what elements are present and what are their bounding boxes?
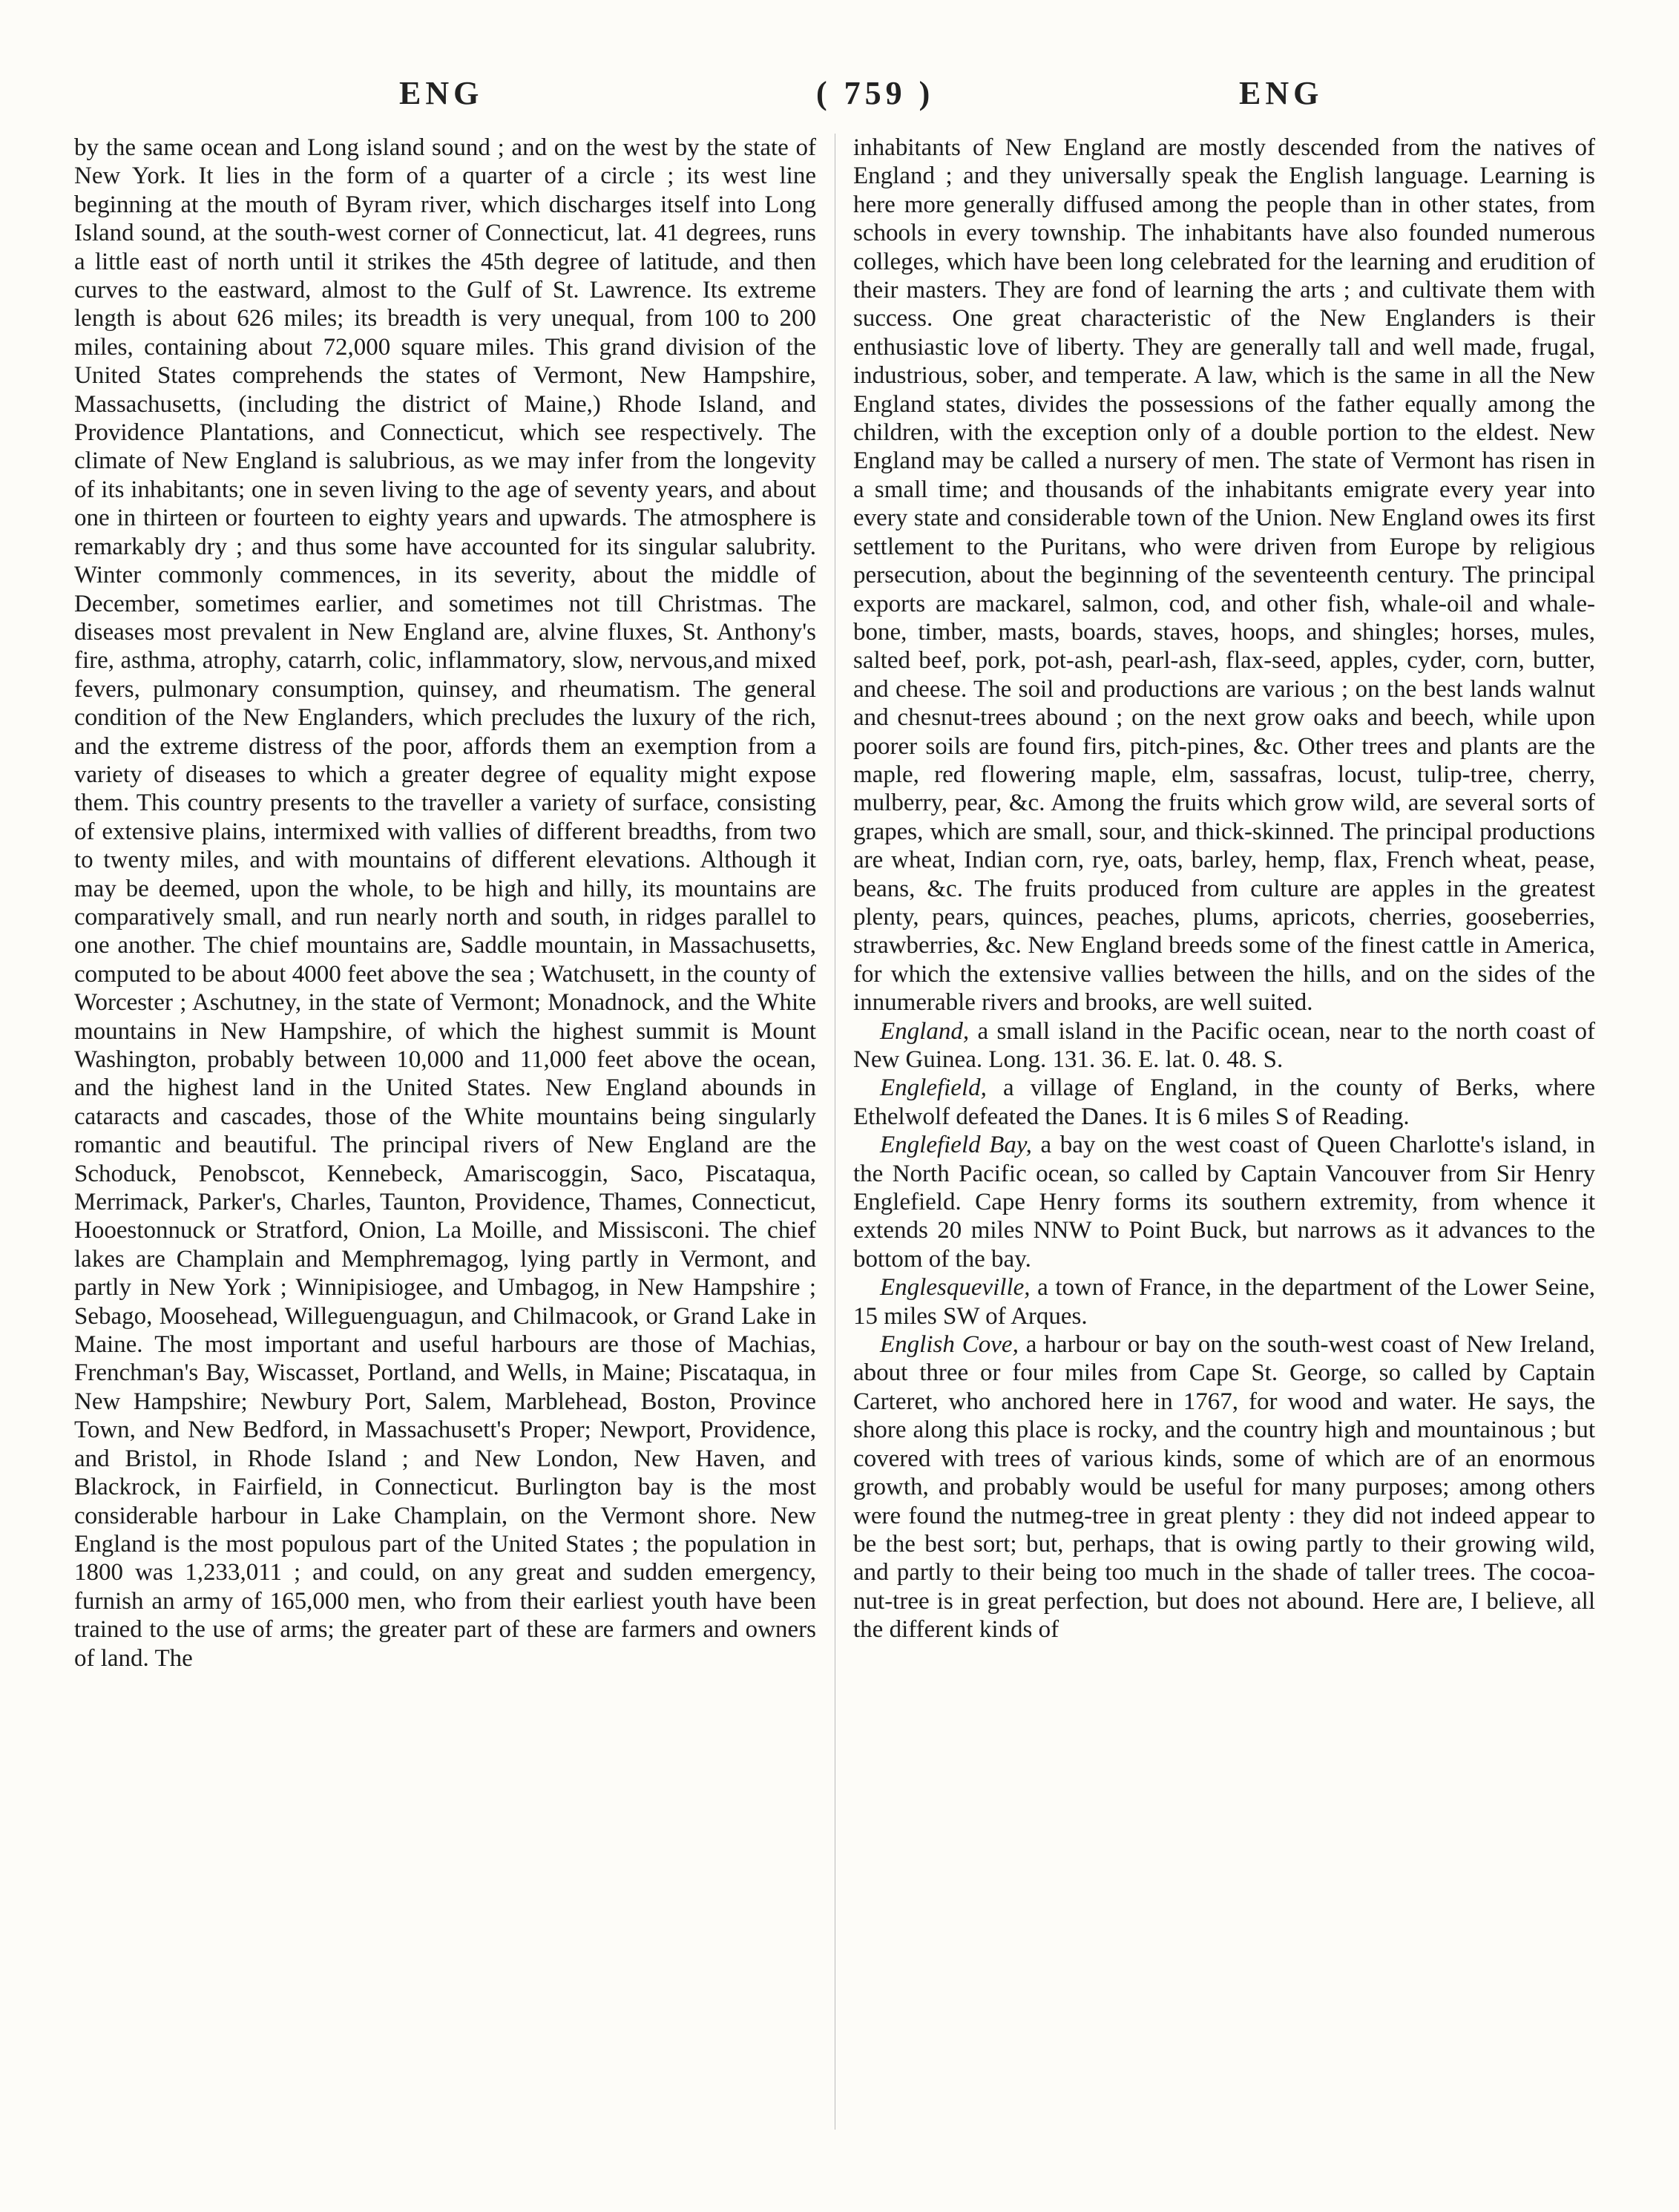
- right-column: [853, 134, 1595, 1644]
- entry-english-cove: [853, 1330, 1595, 1644]
- running-head: [74, 74, 1605, 119]
- header-left-guide-word: ENG: [399, 75, 484, 111]
- entry-englefield-bay: [853, 1131, 1595, 1273]
- entry-england-island: [853, 1017, 1595, 1074]
- entry-englefield: [853, 1074, 1595, 1131]
- entry-body: a town of France, in the department of the Lower Seine, 15 miles SW of Arques.: [853, 1274, 1595, 1330]
- entry-headword: English Cove,: [880, 1331, 1019, 1359]
- entry-englesqueville: [853, 1273, 1595, 1330]
- left-column: [74, 134, 816, 1673]
- entry-headword: Englefield Bay,: [880, 1132, 1032, 1159]
- entry-body: a harbour or bay on the south-west coast of New Ireland, about three or four miles from Cape St. George, so called by Captain Carteret, who anchored here in 1767, for wood and water. He says, the shore along this place is rocky, and the country high and mountainous ; but covered with trees of various kinds, some of which are of an enormous growth, and probably would be useful for many purposes; among others were found the nutmeg-tree in great plenty : they did not indeed appear to be the best sort; but, perhaps, that is owing partly to their growing wild, and partly to their being too much in the shade of taller trees. The cocoa-nut-tree is in great perfection, but does not abound. Here are, I believe, all the different kinds of: [853, 1331, 1595, 1644]
- entry-headword: Englesqueville,: [880, 1274, 1031, 1302]
- entry-headword: England,: [880, 1017, 970, 1045]
- entry-headword: Englefield,: [880, 1074, 987, 1102]
- new-england-entry-continued: by the same ocean and Long island sound ; and on the west by the state of New York. It lies in the form of a quarter of a circle ; its west line beginning at the mouth of Byram river, which discharges itself into Long Island sound, at the south-west corner of Connecticut, lat. 41 degrees, runs a little east of north until it strikes the 45th degree of latitude, and then curves to the eastward, almost to the Gulf of St. Lawrence. Its extreme length is about 626 miles; its breadth is very unequal, from 100 to 200 miles, containing about 72,000 square miles. This grand division of the United States comprehends the states of Vermont, New Hampshire, Massachusetts, (including the district of Maine,) Rhode Island, and Providence Plantations, and Connecticut, which see respectively. The climate of New England is salubrious, as we may infer from the longevity of its inhabitants; one in seven living to the age of seventy years, and about one in thirteen or fourteen to eighty years and upwards. The atmosphere is remarkably dry ; and thus some have accounted for its singular salubrity. Winter commonly commences, in its severity, about the middle of December, sometimes earlier, and sometimes not till Christmas. The diseases most prevalent in New England are, alvine fluxes, St. Anthony's fire, asthma, atrophy, catarrh, colic, inflammatory, slow, nervous,and mixed fevers, pulmonary consumption, quinsey, and rheumatism. The general condition of the New Englanders, which precludes the luxury of the rich, and the extreme distress of the poor, affords them an exemption from a variety of diseases to which a greater degree of equality might expose them. This country presents to the traveller a variety of surface, consisting of extensive plains, intermixed with vallies of different breadths, from two to twenty miles, and with mountains of different elevations. Although it may be deemed, upon the whole, to be high and hilly, its mountains are comparatively small, and run nearly north and south, in ridges parallel to one another. The chief mountains are, Saddle mountain, in Massachusetts, computed to be about 4000 feet above the sea ; Watchusett, in the county of Worcester ; Aschutney, in the state of Vermont; Monadnock, and the White mountains in New Hampshire, of which the highest summit is Mount Washington, probably between 10,000 and 11,000 feet above the ocean, and the highest land in the United States. New England abounds in cataracts and cascades, those of the White mountains being singularly romantic and beautiful. The principal rivers of New England are the Schoduck, Penobscot, Kennebeck, Amariscoggin, Saco, Piscataqua, Merrimack, Parker's, Charles, Taunton, Providence, Thames, Connecticut, Hooestonnuck or Stratford, Onion, La Moille, and Missisconi. The chief lakes are Champlain and Memphremagog, lying partly in Vermont, and partly in New York ; Winnipisiogee, and Umbagog, in New Hampshire ; Sebago, Moosehead, Willeguenguagun, and Chilmacook, or Grand Lake in Maine. The most important and useful harbours are those of Machias, Frenchman's Bay, Wiscasset, Portland, and Wells, in Maine; Piscataqua, in New Hampshire; Newbury Port, Salem, Marblehead, Boston, Province Town, and New Bedford, in Massachusett's Proper; Newport, Providence, and Bristol, in Rhode Island ; and New London, New Haven, and Blackrock, in Fairfield, in Connecticut. Burlington bay is the most considerable harbour in Lake Champlain, on the Vermont shore. New England is the most populous part of the United States ; the population in 1800 was 1,233,011 ; and could, on any great and sudden emergency, furnish an army of 165,000 men, who from their earliest youth have been trained to the use of arms; the greater part of these are farmers and owners of land. The: [74, 134, 816, 1672]
- entry-body: a village of England, in the county of Berks, where Ethelwolf defeated the Danes. It is 6 miles S of Reading.: [853, 1074, 1595, 1130]
- entry-body: a small island in the Pacific ocean, near to the north coast of New Guinea. Long. 131. 36. E. lat. 0. 48. S.: [853, 1017, 1595, 1073]
- page-number: ( 759 ): [816, 75, 935, 111]
- new-england-entry-continued-right: inhabitants of New England are mostly descended from the natives of England ; and they universally speak the English language. Learning is here more generally diffused among the people than in other states, from schools in every township. The inhabitants have also founded numerous colleges, which have been long celebrated for the learning and erudition of their masters. They are fond of learning the arts ; and cultivate them with success. One great characteristic of the New Englanders is their enthusiastic love of liberty. They are generally tall and well made, frugal, industrious, sober, and temperate. A law, which is the same in all the New England states, divides the possessions of the father equally among the children, with the exception only of a double portion to the eldest. New England may be called a nursery of men. The state of Vermont has risen in a small time; and thousands of the inhabitants emigrate every year into every state and considerable town of the Union. New England owes its first settlement to the Puritans, who were driven from Europe by religious persecution, about the beginning of the seventeenth century. The principal exports are mackarel, salmon, cod, and other fish, whale-oil and whale-bone, timber, masts, boards, staves, hoops, and shingles; horses, mules, salted beef, pork, pot-ash, pearl-ash, flax-seed, apples, cyder, corn, butter, and cheese. The soil and productions are various ; on the best lands walnut and chesnut-trees abound ; on the next grow oaks and beech, while upon poorer soils are found firs, pitch-pines, &c. Other trees and plants are the maple, red flowering maple, elm, sassafras, locust, tulip-tree, cherry, mulberry, pear, &c. Among the fruits which grow wild, are several sorts of grapes, which are small, sour, and thick-skinned. The principal productions are wheat, Indian corn, rye, oats, barley, hemp, flax, French wheat, pease, beans, &c. The fruits produced from culture are apples in the greatest plenty, pears, quinces, peaches, plums, apricots, cherries, gooseberries, strawberries, &c. New England breeds some of the finest cattle in America, for which the extensive vallies between the hills, and on the sides of the innumerable rivers and brooks, are well suited.: [853, 134, 1595, 1017]
- entry-body: a bay on the west coast of Queen Charlotte's island, in the North Pacific ocean, so called by Captain Vancouver from Sir Henry Englefield. Cape Henry forms its southern extremity, from whence it extends 20 miles NNW to Point Buck, but narrows as it advances to the bottom of the bay.: [853, 1132, 1596, 1273]
- header-right-guide-word: ENG: [1239, 75, 1324, 111]
